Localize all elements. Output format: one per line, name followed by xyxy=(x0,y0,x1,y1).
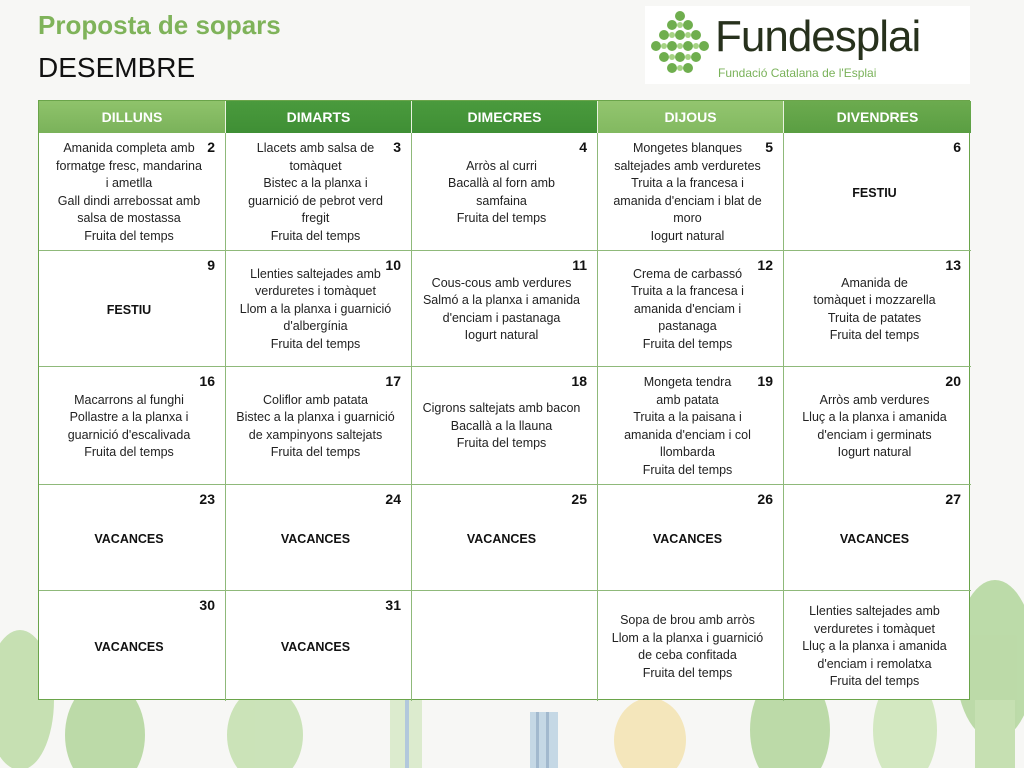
day-status-label: VACANCES xyxy=(466,531,537,546)
day-number: 9 xyxy=(207,257,215,273)
day-cell xyxy=(784,251,971,367)
day-status-label: FESTIU xyxy=(106,302,152,317)
menu-line: Fruita del temps xyxy=(270,445,361,459)
menu-line: amb patata xyxy=(656,392,719,407)
day-number: 17 xyxy=(385,373,401,389)
menu-line: Fruita del temps xyxy=(642,336,733,351)
menu-line: d'enciam i remolatxa xyxy=(817,656,932,671)
menu-line: Fruita del temps xyxy=(84,445,174,459)
menu-line: Macarrons al funghi xyxy=(74,392,184,407)
day-number: 18 xyxy=(571,373,587,389)
day-number: 23 xyxy=(199,491,215,507)
day-cell xyxy=(598,133,784,251)
menu-line: Fruita del temps xyxy=(84,228,174,243)
menu-line: verduretes i tomàquet xyxy=(814,621,935,636)
menu-line: Iogurt natural xyxy=(837,445,912,459)
menu-line: Llacets amb salsa de xyxy=(256,141,375,155)
menu-line: Llom a la planxa i guarnició xyxy=(611,630,764,645)
menu-line: formatge fresc, mandarina xyxy=(56,158,202,173)
day-cell xyxy=(412,367,598,485)
day-number: 20 xyxy=(945,373,961,389)
day-cell xyxy=(39,133,226,251)
day-cell xyxy=(39,591,226,701)
menu-line: verduretes i tomàquet xyxy=(255,284,376,299)
menu-line: amanida d'enciam i col xyxy=(624,427,751,442)
day-cell xyxy=(598,251,784,367)
day-number: 30 xyxy=(199,597,215,613)
menu-line: amanida d'enciam i xyxy=(633,301,742,316)
day-cell xyxy=(226,133,412,251)
day-cell xyxy=(598,485,784,591)
day-number: 31 xyxy=(385,597,401,613)
menu-line: Fruita del temps xyxy=(270,336,361,351)
menu-line: amanida d'enciam i blat de xyxy=(613,193,762,208)
menu-line: Crema de carbassó xyxy=(632,266,743,281)
menu-line: Truita a la francesa i xyxy=(631,176,744,190)
menu-line: Mongetes blanques xyxy=(632,141,743,155)
menu-line: Amanida de xyxy=(841,275,908,290)
month-title: DESEMBRE xyxy=(38,52,196,83)
menu-line: d'albergínia xyxy=(283,319,348,334)
day-cell xyxy=(226,367,412,485)
day-status-label: VACANCES xyxy=(280,640,351,654)
day-cell xyxy=(39,251,226,367)
menu-line: Truita de patates xyxy=(827,310,922,325)
day-number: 4 xyxy=(579,139,587,155)
day-status-label: VACANCES xyxy=(94,531,164,546)
menu-line: Lluç a la planxa i amanida xyxy=(802,639,947,654)
menu-line: llombarda xyxy=(660,445,715,459)
menu-line: Iogurt natural xyxy=(650,228,725,243)
day-number: 2 xyxy=(207,139,215,155)
day-number: 13 xyxy=(945,257,961,273)
menu-line: Bacallà a la llauna xyxy=(450,418,553,433)
menu-line: Cigrons saltejats amb bacon xyxy=(422,401,581,416)
menu-line: Llom a la planxa i guarnició xyxy=(239,301,392,316)
day-cell xyxy=(784,133,971,251)
day-number: 5 xyxy=(765,139,773,155)
menu-line: Arròs al curri xyxy=(466,158,537,173)
menu-line: Sopa de brou amb arròs xyxy=(620,613,755,627)
day-number: 3 xyxy=(393,139,401,155)
day-number: 26 xyxy=(757,491,773,507)
day-status-label: FESTIU xyxy=(852,185,897,200)
day-number: 25 xyxy=(571,491,587,507)
menu-line: Fruita del temps xyxy=(270,228,361,243)
menu-line: Iogurt natural xyxy=(464,328,539,342)
day-cell xyxy=(412,133,598,251)
day-number: 27 xyxy=(945,491,961,507)
day-cell xyxy=(226,251,412,367)
day-cell xyxy=(412,591,598,701)
leaf-tree-icon xyxy=(647,8,713,82)
menu-line: pastanaga xyxy=(658,319,717,334)
menu-line: Bistec a la planxa i xyxy=(263,176,368,190)
day-number: 6 xyxy=(953,139,961,155)
day-cell xyxy=(598,367,784,485)
day-cell xyxy=(226,591,412,701)
menu-line: Llenties saltejades amb xyxy=(809,604,940,619)
page-title: Proposta de sopars xyxy=(38,10,281,40)
day-cell xyxy=(39,485,226,591)
menu-line: Arròs amb verdures xyxy=(819,392,930,407)
day-status-label: VACANCES xyxy=(839,531,910,546)
menu-line: Truita a la francesa i xyxy=(631,284,744,299)
menu-line: Fruita del temps xyxy=(642,462,733,477)
menu-line: Fruita del temps xyxy=(456,436,547,451)
fundesplai-logo xyxy=(645,6,970,84)
day-cell xyxy=(226,485,412,591)
day-cell xyxy=(39,367,226,485)
menu-line: guarnició d'escalivada xyxy=(67,427,191,442)
menu-line: guarnició de pebrot verd xyxy=(248,193,383,208)
day-cell xyxy=(784,367,971,485)
menu-line: tomàquet i mozzarella xyxy=(813,293,936,307)
day-number: 12 xyxy=(757,257,773,273)
day-number: 10 xyxy=(385,257,401,273)
menu-line: Lluç a la planxa i amanida xyxy=(802,410,947,424)
menu-line: Fruita del temps xyxy=(456,211,547,225)
day-cell xyxy=(784,591,971,701)
menu-line: Cous-cous amb verdures xyxy=(431,275,572,290)
menu-line: moro xyxy=(673,211,702,225)
day-number: 19 xyxy=(757,373,773,389)
day-number: 24 xyxy=(385,491,401,507)
weekday-header: DIMARTS xyxy=(226,101,412,133)
menu-line: Bacallà al forn amb xyxy=(447,176,555,190)
menu-line: Fruita del temps xyxy=(642,665,733,680)
menu-line: Mongeta tendra xyxy=(643,375,732,389)
menu-line: Fruita del temps xyxy=(829,328,920,342)
menu-calendar xyxy=(38,100,970,700)
weekday-header: DIJOUS xyxy=(598,101,784,133)
day-cell xyxy=(598,591,784,701)
day-number: 16 xyxy=(199,373,215,389)
menu-line: saltejades amb verduretes xyxy=(614,158,761,173)
logo-tagline: Fundació Catalana de l'Esplai xyxy=(718,66,877,80)
menu-line: Truita a la paisana i xyxy=(633,410,742,424)
menu-line: Gall dindi arrebossat amb xyxy=(57,193,201,208)
weekday-header: DIMECRES xyxy=(412,101,598,133)
menu-line: Salmó a la planxa i amanida xyxy=(422,293,581,307)
menu-line: salsa de mostassa xyxy=(77,211,181,225)
weekday-header: DIVENDRES xyxy=(784,101,971,133)
menu-line: i ametlla xyxy=(105,176,153,190)
day-status-label: VACANCES xyxy=(94,640,164,654)
weekday-header: DILLUNS xyxy=(39,101,226,133)
day-cell xyxy=(412,485,598,591)
logo-name: Fundesplai xyxy=(715,12,921,61)
menu-line: Fruita del temps xyxy=(829,674,920,689)
menu-line: Amanida completa amb xyxy=(63,141,195,155)
menu-line: de ceba confitada xyxy=(638,648,737,662)
menu-line: de xampinyons saltejats xyxy=(248,427,383,442)
menu-line: Coliflor amb patata xyxy=(263,392,368,407)
menu-line: d'enciam i germinats xyxy=(817,427,932,442)
day-status-label: VACANCES xyxy=(652,531,723,546)
menu-line: fregit xyxy=(301,211,330,225)
day-status-label: VACANCES xyxy=(280,531,351,546)
menu-line: d'enciam i pastanaga xyxy=(442,310,561,325)
menu-line: tomàquet xyxy=(289,158,342,173)
day-cell xyxy=(412,251,598,367)
day-number: 11 xyxy=(572,257,587,273)
menu-line: Llenties saltejades amb xyxy=(250,266,381,281)
menu-line: Bistec a la planxa i guarnició xyxy=(236,410,395,424)
menu-line: Pollastre a la planxa i xyxy=(69,410,189,424)
menu-line: samfaina xyxy=(476,193,527,208)
day-cell xyxy=(784,485,971,591)
